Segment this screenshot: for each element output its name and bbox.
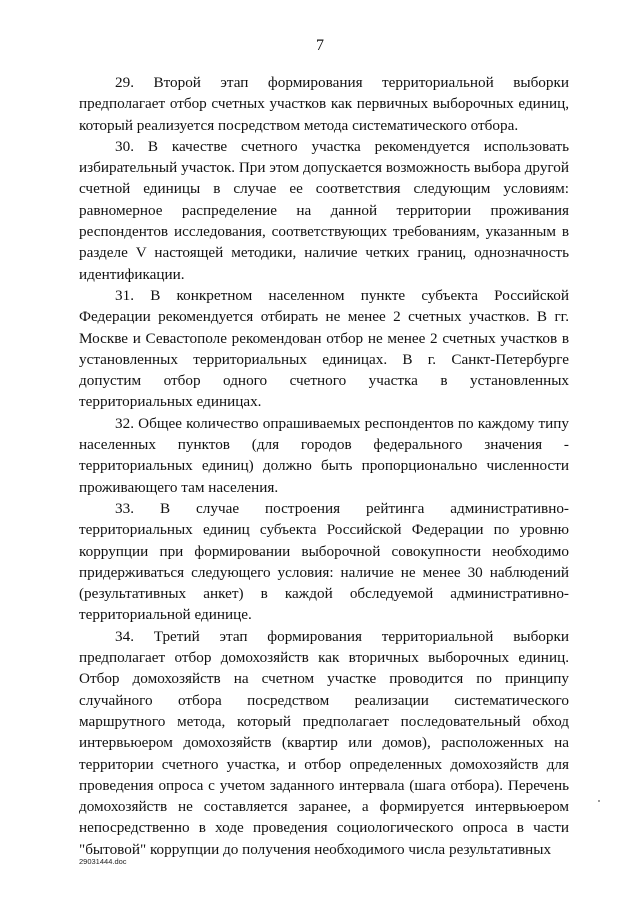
paragraph-33: 33. В случае построения рейтинга административно-территориальных единиц субъекта Российской Федерации по уровню коррупции при формировании выборочной совокупности необходимо придерживаться следующего условия: наличие не менее 30 наблюдений (результативных анкет) в каждой обследуемой административно-территориальной единице. bbox=[79, 499, 569, 624]
paragraph-34: 34. Третий этап формирования территориальной выборки предполагает отбор домохозяйств как вторичных выборочных единиц. Отбор домохозяйств на счетном участке проводится по принципу случайного отбора посредством реализации систематического маршрутного метода, который предполагает последовательный обход интервьюером домохозяйств (квартир или домов), расположенных на территории счетного участка, и отбор определенных домохозяйств для проведения опроса с учетом заданного интервала (шага отбора). Перечень домохозяйств не составляется заранее, а формируется интервьюером непосредственно в ходе проведения социологического опроса в части "бытовой" коррупции до получения необходимого числа результативных bbox=[79, 627, 569, 858]
paragraph-31: 31. В конкретном населенном пункте субъекта Российской Федерации рекомендуется отбирать не менее 2 счетных участков. В гг. Москве и Севастополе рекомендован отбор не менее 2 счетных участков в установленных территориальных единицах. В г. Санкт-Петербурге допустим отбор одного счетного участка в установленных территориальных единицах. bbox=[79, 286, 569, 411]
page-number: 7 bbox=[316, 37, 324, 54]
footer-filename: 29031444.doc bbox=[79, 857, 127, 866]
scan-speck bbox=[598, 800, 600, 802]
document-body bbox=[79, 72, 569, 860]
paragraph-29: 29. Второй этап формирования территориальной выборки предполагает отбор счетных участков как первичных выборочных единиц, который реализуется посредством метода систематического отбора. bbox=[79, 74, 569, 134]
paragraph-32: 32. Общее количество опрашиваемых респондентов по каждому типу населенных пунктов (для городов федерального значения - территориальных единиц) должно быть пропорционально численности проживающего там населения. bbox=[79, 414, 569, 496]
paragraph-30: 30. В качестве счетного участка рекомендуется использовать избирательный участок. При этом допускается возможность выбора другой счетной единицы в случае ее соответствия следующим условиям: равномерное распределение на данной территории проживания респондентов исследования, соответствующих требованиям, указанным в разделе V настоящей методики, наличие четких границ, однозначность идентификации. bbox=[79, 137, 569, 283]
